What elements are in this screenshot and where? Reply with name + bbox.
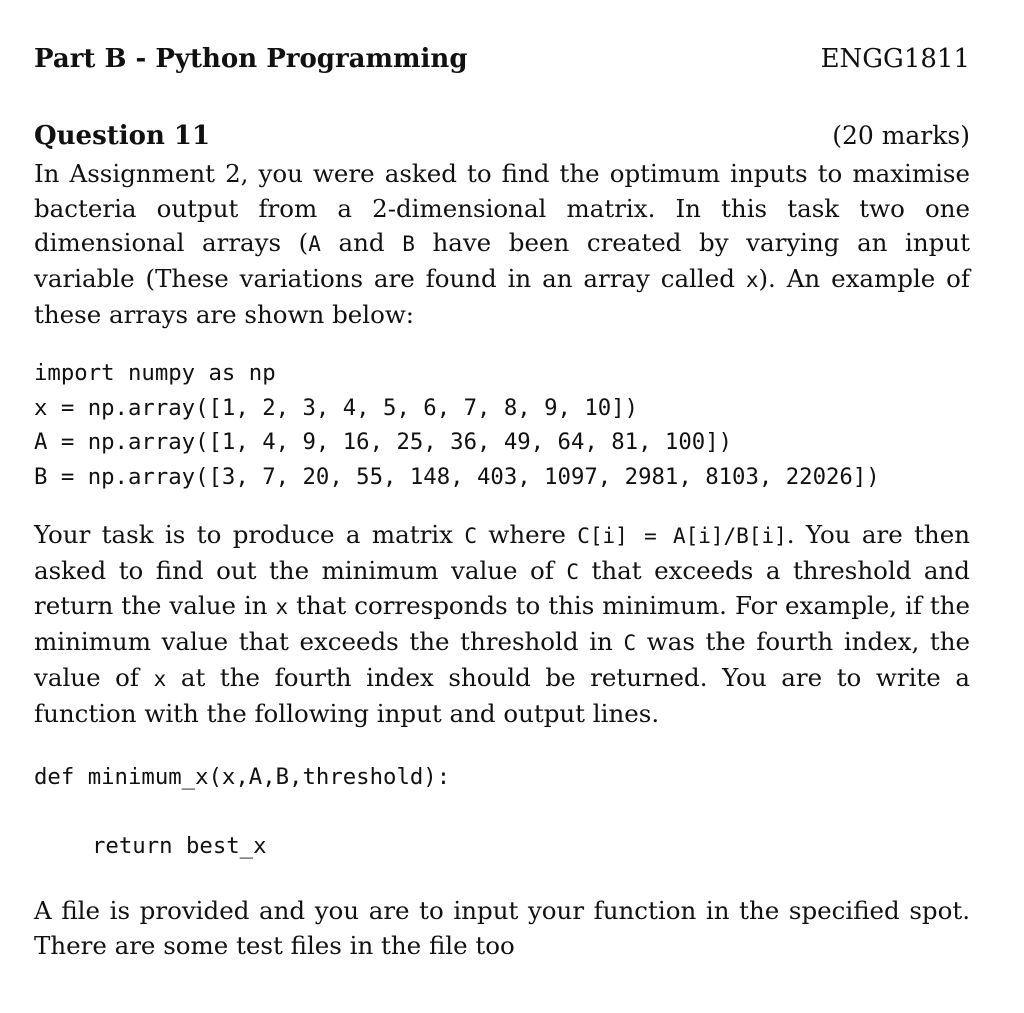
example-code-block bbox=[34, 356, 970, 495]
inline-code: C bbox=[566, 559, 580, 584]
task-text: that exceeds a threshold and return the value in bbox=[34, 555, 970, 621]
code-line: import numpy as np bbox=[34, 360, 276, 386]
code-line: B = np.array([3, 7, 20, 55, 148, 403, 1097, 2981, 8103, 22026]) bbox=[34, 464, 880, 491]
task-paragraph bbox=[34, 518, 970, 731]
code-line: A = np.array([1, 4, 9, 16, 25, 36, 49, 64, 81, 100]) bbox=[34, 429, 733, 456]
intro-paragraph bbox=[34, 157, 970, 333]
task-text: Your task is to produce a matrix bbox=[34, 520, 465, 549]
function-def-line: def minimum_x(x,A,B,threshold): bbox=[34, 764, 451, 790]
page-header bbox=[34, 44, 970, 74]
inline-code: C[i] = A[i]/B[i] bbox=[577, 524, 787, 548]
inline-code: C bbox=[464, 524, 478, 548]
question-header bbox=[34, 121, 970, 151]
intro-text: In Assignment 2, you were asked to find the optimum inputs to maximise bacteria output from a 2-dimensional matrix. In this task two one dimensional arrays ( bbox=[34, 159, 970, 258]
inline-code: x bbox=[745, 268, 759, 293]
intro-text: have been created by varying an input variable (These variations are found in an array called bbox=[34, 228, 970, 294]
intro-text: ). An example of these arrays are shown below: bbox=[34, 264, 970, 329]
question-title: Question 11 bbox=[34, 121, 211, 151]
intro-text: and bbox=[320, 228, 403, 258]
course-code: ENGG1811 bbox=[820, 44, 970, 74]
task-text: that corresponds to this minimum. For example, if the minimum value that exceeds the threshold in bbox=[34, 591, 970, 657]
code-line: x = np.array([1, 2, 3, 4, 5, 6, 7, 8, 9, 10]) bbox=[34, 394, 639, 421]
inline-code: C bbox=[623, 631, 637, 656]
inline-code: x bbox=[153, 666, 167, 691]
inline-code: B bbox=[402, 232, 415, 257]
task-text: was the fourth index, the value of bbox=[34, 627, 970, 692]
question-marks: (20 marks) bbox=[832, 121, 970, 150]
part-title: Part B - Python Programming bbox=[34, 44, 468, 74]
task-text: where bbox=[477, 520, 578, 549]
function-return-line: return best_x bbox=[92, 833, 267, 859]
file-note-paragraph: A file is provided and you are to input your function in the specified spot. There are some test files in the file too bbox=[34, 896, 970, 960]
task-text: at the fourth index should be returned. You are to write a function with the following input and output lines. bbox=[34, 662, 970, 728]
inline-code: x bbox=[275, 595, 289, 620]
inline-code: A bbox=[308, 232, 321, 257]
task-text: . You are then asked to find out the minimum value of bbox=[34, 520, 970, 585]
